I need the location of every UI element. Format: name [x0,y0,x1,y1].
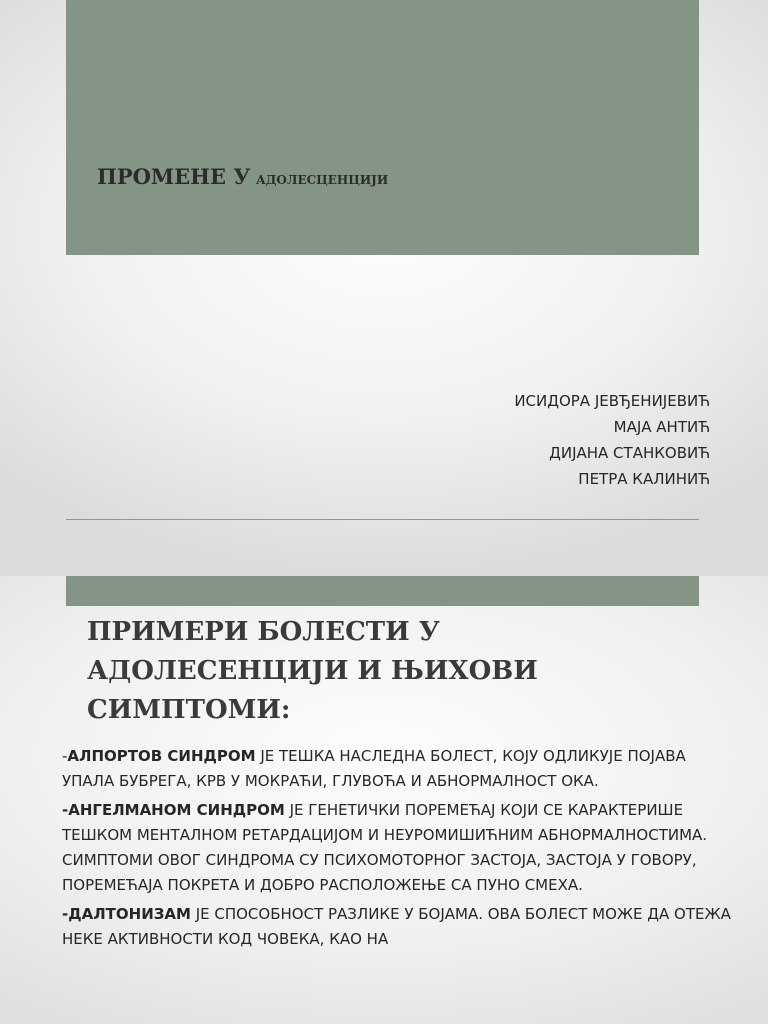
slide-heading: ПРИМЕРИ БОЛЕСТИ У АДОЛЕСЕНЦИЈИ И ЊИХОВИ СИМПТОМИ: [87,617,538,725]
author-list [390,388,710,492]
title-small: АДОЛЕСЦЕНЦИЈИ [255,173,389,187]
disease-description: ЈЕ ГЕНЕТИЧКИ ПОРЕМЕЋАЈ КОЈИ СЕ КАРАКТЕРИШЕ ТЕШКОМ МЕНТАЛНОМ РЕТАРДАЦИЈОМ И НЕУРОМИШИЋНИМ АБНОРМАЛНОСТИМА. СИМПТОМИ ОВОГ СИНДРОМА СУ ПСИХОМОТОРНОГ ЗАСТОЈА, ЗАСТОЈА У ГОВОРУ, ПОРЕМЕЋАЈА ПОКРЕТА И ДОБРО РАСПОЛОЖЕЊЕ СА ПУНО СМЕХА. [62,801,708,894]
title-main: ПРОМЕНЕ У [97,164,251,189]
author-name: ДИЈАНА СТАНКОВИЋ [549,444,710,462]
disease-term: -АНГЕЛМАНОМ СИНДРОМ [62,801,285,819]
disease-description: ЈЕ ТЕШКА НАСЛЕДНА БОЛЕСТ, КОЈУ ОДЛИКУЈЕ ПОЈАВА УПАЛА БУБРЕГА, КРВ У МОКРАЋИ, ГЛУВОЋА И АБНОРМАЛНОСТ ОКА. [62,747,686,790]
disease-entry [62,798,742,898]
disease-term: АЛПОРТОВ СИНДРОМ [67,747,256,765]
disease-term: -ДАЛТОНИЗАМ [62,905,191,923]
title-band [66,576,699,606]
disease-description: ЈЕ СПОСОБНОСТ РАЗЛИКЕ У БОЈАМА. ОВА БОЛЕСТ МОЖЕ ДА ОТЕЖА НЕКЕ АКТИВНОСТИ КОД ЧОВЕКА, КАО НА [62,905,731,948]
author-name: МАЈА АНТИЋ [613,418,710,436]
author-name: ПЕТРА КАЛИНИЋ [578,470,710,488]
slide-diseases [0,576,768,1024]
slide-title-text [97,166,388,187]
divider-line [66,519,699,520]
slide-body [62,744,742,956]
title-band [66,0,699,255]
disease-entry [62,744,742,794]
disease-entry [62,902,742,952]
entry-prefix: - [62,747,68,765]
author-name: ИСИДОРА ЈЕВЂЕНИЈЕВИЋ [514,392,710,410]
